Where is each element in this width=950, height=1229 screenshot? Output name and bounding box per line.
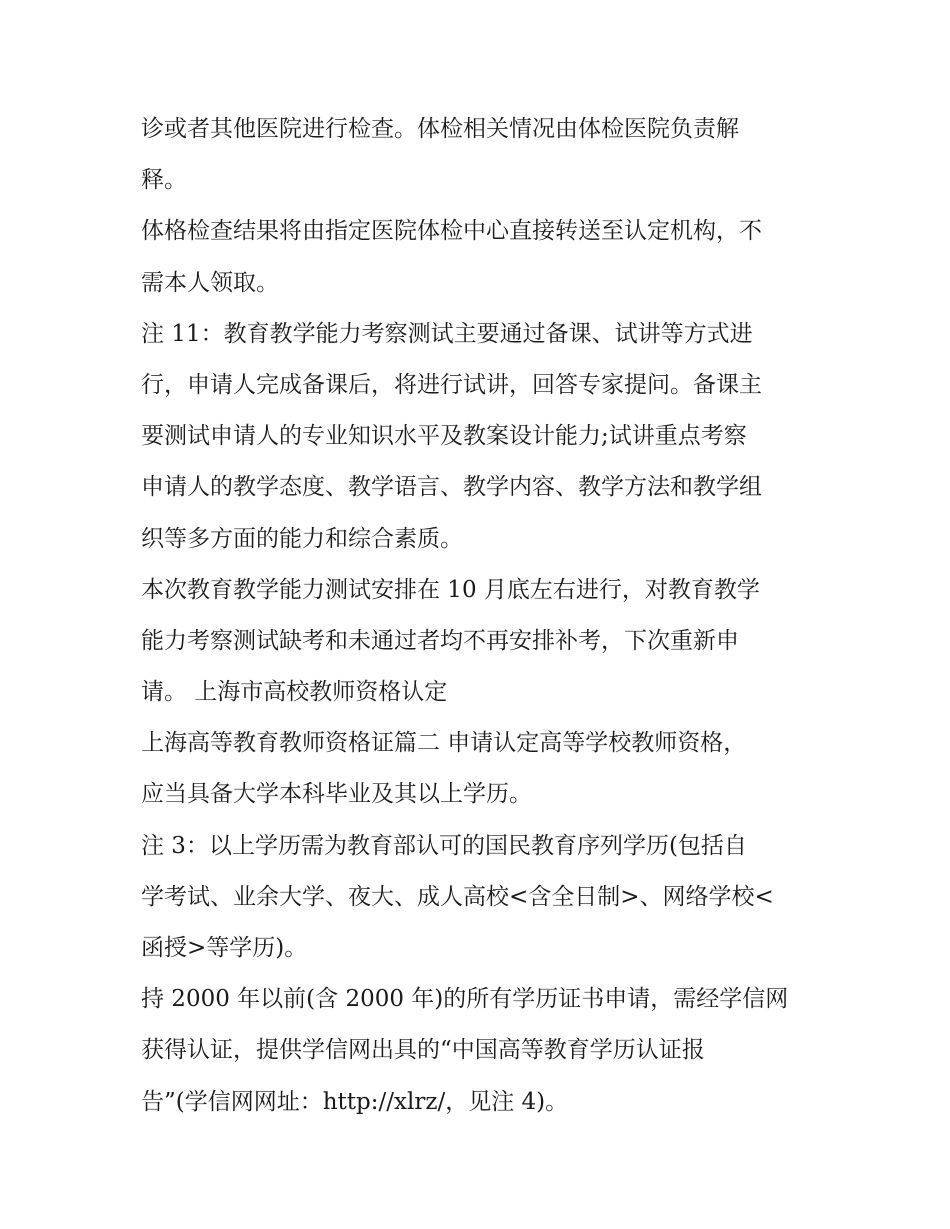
text-line: 获得认证，提供学信网出具的“中国高等教育学历认证报	[141, 1037, 705, 1064]
text-line: 函授>等学历)。	[141, 935, 308, 961]
text-line: 本次教育教学能力测试安排在 10 月底左右进行，对教育教学	[141, 576, 760, 603]
text-line: 能力考察测试缺考和未通过者均不再安排补考，下次重新申	[141, 627, 739, 654]
text-line: 行，申请人完成备课后，将进行试讲，回答专家提问。备课主	[141, 371, 762, 398]
text-line: 上海高等教育教师资格证篇二 申请认定高等学校教师资格，	[141, 730, 747, 757]
text-line: 织等多方面的能力和综合素质。	[141, 525, 463, 552]
document-body	[141, 104, 821, 1128]
text-line: 学考试、业余大学、夜大、成人高校<含全日制>、网络学校<	[141, 883, 774, 910]
text-line: 请。 上海市高校教师资格认定	[141, 679, 448, 706]
text-line: 告”(学信网网址：http://xlrz/，见注 4)。	[141, 1088, 569, 1115]
text-line: 申请人的教学态度、教学语言、教学内容、教学方法和教学组	[141, 474, 762, 501]
text-line: 注 11：教育教学能力考察测试主要通过备课、试讲等方式进	[141, 320, 753, 347]
text-line: 需本人领取。	[141, 269, 279, 296]
text-line: 释。	[141, 167, 187, 194]
text-line: 要测试申请人的专业知识水平及教案设计能力;试讲重点考察	[141, 423, 747, 450]
text-line: 体格检查结果将由指定医院体检中心直接转送至认定机构，不	[141, 218, 762, 245]
text-line: 持 2000 年以前(含 2000 年)的所有学历证书申请，需经学信网	[141, 986, 789, 1013]
text-line: 注 3：以上学历需为教育部认可的国民教育序列学历(包括自	[141, 832, 747, 859]
text-line: 诊或者其他医院进行检查。体检相关情况由体检医院负责解	[141, 116, 739, 142]
text-line: 应当具备大学本科毕业及其以上学历。	[141, 781, 532, 808]
